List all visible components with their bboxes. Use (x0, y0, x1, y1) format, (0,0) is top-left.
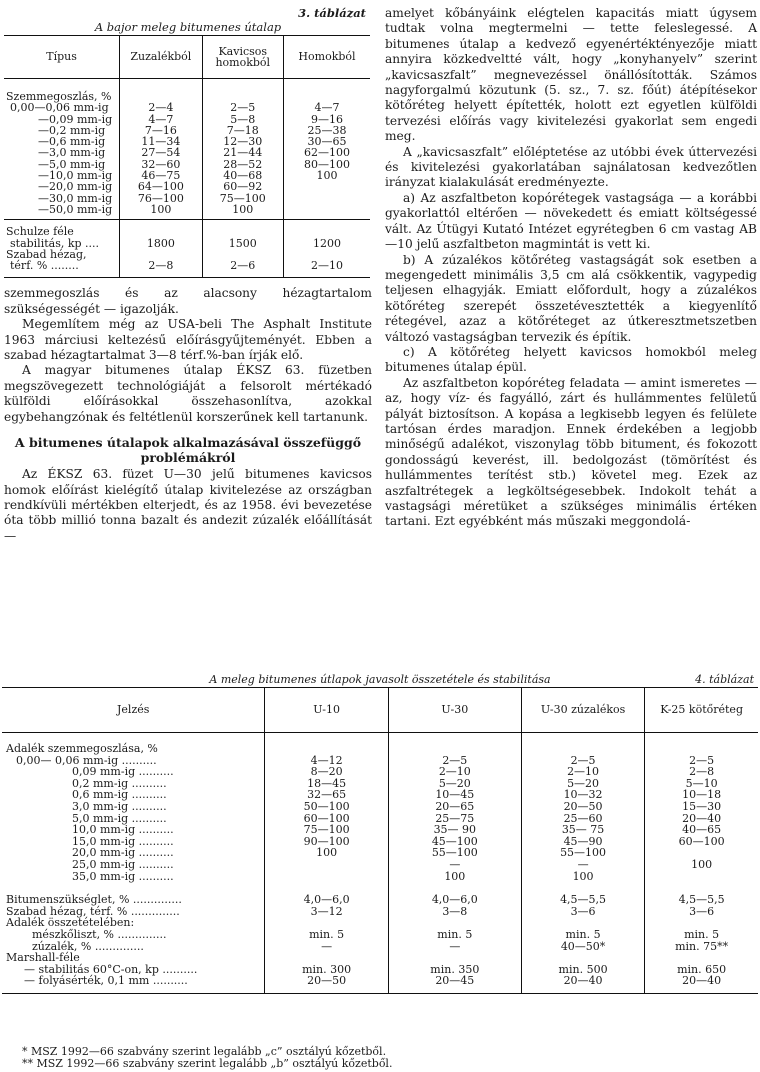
table-cell: min. 5 (265, 929, 388, 941)
table-cell: 5—20 (521, 778, 644, 790)
table-cell: — folyásérték, 0,1 mm .......... (24, 974, 188, 988)
table-cell: 15,0 mm-ig .......... (72, 834, 174, 848)
table-cell: 2—4 (120, 102, 202, 113)
table4-header: U-30 zúzalékos (521, 688, 644, 733)
table-cell: 28—52 (202, 159, 283, 170)
table-cell: 20—45 (388, 975, 521, 993)
table-cell (265, 859, 388, 871)
table3 (4, 35, 370, 278)
right-paragraph-5: c) A kötőréteg helyett kavicsos homokból meleg bitumenes útalap épül. (385, 344, 757, 375)
table-cell: 60—100 (645, 836, 758, 848)
table-cell: 1800 (120, 238, 202, 249)
table-cell: 20—50 (521, 801, 644, 813)
table-cell: 100 (265, 847, 388, 859)
table-cell: 21—44 (202, 147, 283, 158)
table-cell: 100 (120, 204, 202, 220)
table-cell: —5,0 mm-ig (38, 157, 106, 171)
table-cell: 0,09 mm-ig .......... (72, 765, 174, 779)
table4-header: U-30 (388, 688, 521, 733)
table4-title: A meleg bitumenes útlapok javasolt összetétele és stabilitása (209, 673, 551, 686)
table-cell: min. 650 (645, 964, 758, 976)
table-cell: 0,6 mm-ig .......... (72, 788, 167, 802)
table-cell: 100 (388, 871, 521, 883)
left-paragraph-1: szemmegoszlás és az alacsony hézagtartalom szükségességét — igazolják. (4, 286, 372, 316)
table3-header: Kavicsos homokból (202, 36, 283, 79)
table-row (4, 220, 370, 238)
table-cell: 5—10 (645, 778, 758, 790)
table3-title: A bajor meleg bitumenes útalap (94, 20, 282, 34)
table-cell (645, 733, 758, 755)
left-paragraph-2: Megemlítem még az USA-beli The Asphalt Institute 1963 márciusi keltezésű előírásgyűjteményét. Ebben a szabad hézagtartalmat 3—8 térf.%-ban írják elő. (4, 317, 372, 363)
table-cell (283, 79, 370, 103)
table-cell: 40—50* (521, 941, 644, 953)
table-cell: 35— 75 (521, 824, 644, 836)
table4-header: Jelzés (2, 688, 265, 733)
table-cell: 25,0 mm-ig .......... (72, 857, 174, 871)
table4-header: U-10 (265, 688, 388, 733)
left-column (4, 6, 372, 544)
table-cell: 60—100 (265, 813, 388, 825)
table3-label: 3. táblázat (298, 6, 366, 20)
table-cell: 2—6 (202, 260, 283, 278)
table-cell: — (265, 941, 388, 953)
table-cell: térf. % ........ (10, 259, 79, 273)
table3-header: Zuzalékból (120, 36, 202, 79)
right-column (385, 6, 757, 530)
table-row (4, 181, 370, 192)
table-cell: 40—68 (202, 170, 283, 181)
table-cell: 20—40 (645, 813, 758, 825)
table-cell: —50,0 mm-ig (38, 202, 113, 216)
table-cell (202, 220, 283, 238)
table-cell: 4,0—6,0 (388, 894, 521, 906)
table4-label: 4. táblázat (695, 673, 754, 686)
section-heading: A bitumenes útalapok alkalmazásával összefüggő problémákról (14, 435, 362, 466)
table-cell: 10—32 (521, 789, 644, 801)
table-cell: 3—12 (265, 906, 388, 918)
table-cell (388, 733, 521, 755)
table-cell: Adalék szemmegoszlása, % (6, 742, 158, 755)
table-cell: 100 (202, 204, 283, 220)
table-row (2, 859, 758, 871)
table4 (2, 687, 758, 994)
table-cell: 0,2 mm-ig .......... (72, 776, 167, 790)
table-cell: 3,0 mm-ig .......... (72, 799, 167, 813)
table-cell: 25—60 (521, 813, 644, 825)
table-cell (283, 220, 370, 238)
table-cell: 45—100 (388, 836, 521, 848)
table-cell: 2—5 (521, 755, 644, 767)
table-cell: 35— 90 (388, 824, 521, 836)
table-cell (265, 871, 388, 883)
table-cell: min. 350 (388, 964, 521, 976)
table-cell: Adalék összetételében: (6, 916, 135, 930)
table-row (4, 260, 370, 278)
footnotes (22, 1046, 392, 1070)
table-cell (645, 952, 758, 964)
table-cell: —3,0 mm-ig (38, 146, 106, 160)
table-cell: 35,0 mm-ig .......... (72, 869, 174, 883)
table-cell: 10—45 (388, 789, 521, 801)
table-cell: — (521, 859, 644, 871)
table-cell: 55—100 (521, 847, 644, 859)
table-cell: 60—92 (202, 181, 283, 192)
table-cell: 7—16 (120, 125, 202, 136)
left-paragraph-3: A magyar bitumenes útalap ÉKSZ 63. füzetben megszövegezett technológiáját a felsorolt mértékadó külföldi előírásokkal összehasonlítva, azokkal egybehangzónak és feltétlenül korszerűnek kell tartanunk. (4, 363, 372, 424)
table-cell: 100 (521, 871, 644, 883)
table-cell: 46—75 (120, 170, 202, 181)
table-cell: 3—6 (521, 906, 644, 918)
table-cell (645, 871, 758, 883)
table-row (4, 79, 370, 103)
table-cell: 75—100 (202, 193, 283, 204)
table-cell: — (388, 941, 521, 953)
table-cell: —0,09 mm-ig (38, 112, 113, 126)
table-cell: 0,00—0,06 mm-ig (10, 101, 109, 115)
table-cell (521, 733, 644, 755)
table-cell: —0,2 mm-ig (38, 123, 106, 137)
table-cell: 4—12 (265, 755, 388, 767)
table-cell: 1200 (283, 238, 370, 249)
table-row (4, 102, 370, 113)
table-cell: 100 (283, 170, 370, 181)
table-cell (202, 79, 283, 103)
table-cell (120, 79, 202, 103)
table-cell: Szabad hézag, térf. % .............. (6, 904, 180, 918)
table-cell: —30,0 mm-ig (38, 191, 113, 205)
table-row (2, 824, 758, 836)
table-cell: 10,0 mm-ig .......... (72, 823, 174, 837)
table-row (2, 894, 758, 906)
table-cell: — stabilitás 60°C-on, kp .......... (24, 962, 198, 976)
table-row (2, 929, 758, 941)
table-cell: 11—34 (120, 136, 202, 147)
table-cell: 2—5 (645, 755, 758, 767)
table-cell: min. 75** (645, 941, 758, 953)
table-cell: 2—8 (645, 766, 758, 778)
table-cell: 55—100 (388, 847, 521, 859)
table-row (2, 871, 758, 883)
table-cell: 76—100 (120, 193, 202, 204)
table-cell: 5—8 (202, 114, 283, 125)
table-cell: 25—75 (388, 813, 521, 825)
table-cell: 20,0 mm-ig .......... (72, 846, 174, 860)
table-cell: 5,0 mm-ig .......... (72, 811, 167, 825)
table-row (2, 975, 758, 993)
table-cell: 20—50 (265, 975, 388, 993)
table-cell: 2—5 (202, 102, 283, 113)
table3-header: Típus (4, 36, 120, 79)
table-cell (521, 952, 644, 964)
table-cell (283, 204, 370, 220)
right-paragraph-1: amelyet kőbányáink elégtelen kapacitás miatt úgysem tudtak volna megtermelni — tette feleslegessé. A bitumenes útalap a kedvező egyenértéktényezője miatt annyira közkedveltté vált, hogy „konyhanyelv” szerint „kavicsaszfalt” megnevezéssel önállósították. Számos nagyforgalmú közutunk (5. sz., 7. sz. főút) átépítésekor kötőréteg helyett építették, holott ezt egyetlen külföldi tervezési előírás vagy kivitelezési gyakorlat sem engedi meg. (385, 6, 757, 144)
table-cell (283, 193, 370, 204)
table-cell: 32—65 (265, 789, 388, 801)
table-cell: —0,6 mm-ig (38, 135, 106, 149)
table-row (2, 952, 758, 964)
table-cell (120, 220, 202, 238)
right-paragraph-3: a) Az aszfaltbeton kopórétegek vastagsága — a korábbi gyakorlattól eltérően — növekedett és emiatt költségessé vált. Az Útügyi Kutató Intézet egyrétegben 6 cm vastag AB—10 jelű aszfaltbeton magmintát is vett ki. (385, 190, 757, 252)
table-cell: 32—60 (120, 159, 202, 170)
right-paragraph-6: Az aszfaltbeton kopóréteg feladata — amint ismeretes — az, hogy víz- és fagyálló, zárt és hullámmentes felületű pályát biztosítson. A kopása a legkisebb legyen és felülete tartósan érdes maradjon. Ennek érdekében a legjobb minőségű adalékot, viszonylag több bitument, és fokozott gondosságú keverést, ill. bedolgozást (tömörítést és hullámmentes terítést stb.) követel meg. Ezek az aszfaltrétegek a legköltségesebbek. Indokolt tehát a vastagsági méretüket a szükséges minimális értéken tartani. Ezt egyébként más műszaki meggondolá- (385, 375, 757, 529)
table-cell: 30—65 (283, 136, 370, 147)
table-cell: min. 5 (388, 929, 521, 941)
table-cell: 64—100 (120, 181, 202, 192)
table-cell: 2—10 (283, 260, 370, 278)
table-cell: 40—65 (645, 824, 758, 836)
table-cell: stabilitás, kp .... (10, 236, 100, 250)
table-cell: 7—18 (202, 125, 283, 136)
table-cell: 27—54 (120, 147, 202, 158)
table-cell: 100 (645, 859, 758, 871)
table-cell: 50—100 (265, 801, 388, 813)
footnote-1: * MSZ 1992—66 szabvány szerint legalább „c” osztályú kőzetből. (22, 1045, 387, 1058)
table3-header: Homokból (283, 36, 370, 79)
table-cell: —20,0 mm-ig (38, 180, 113, 194)
left-paragraph-4: Az ÉKSZ 63. füzet U—30 jelű bitumenes kavicsos homok előírást kielégítő útalap kivitelezése az országban rendkívüli mértékben elterjedt, és az 1958. évi bevezetése óta több millió tonna bazalt és andezit zúzalék előállítását — (4, 467, 372, 543)
right-paragraph-2: A „kavicsaszfalt” előléptetése az utóbbi évek úttervezési és kivitelezési gyakorlatában sajnálatosan kedvezőtlen irányzat kialakulását eredményezte. (385, 144, 757, 190)
table-cell: 2—10 (388, 766, 521, 778)
table-cell: 4—7 (120, 114, 202, 125)
table-cell: 90—100 (265, 836, 388, 848)
table-cell: 4—7 (283, 102, 370, 113)
table-cell: 0,00— 0,06 mm-ig .......... (16, 753, 157, 767)
footnote-2: ** MSZ 1992—66 szabvány szerint legalább „b” osztályú kőzetből. (22, 1057, 393, 1070)
table-cell: zúzalék, % .............. (32, 939, 144, 953)
table-cell: 4,0—6,0 (265, 894, 388, 906)
table-cell: Bitumenszükséglet, % .............. (6, 893, 182, 907)
table-cell (283, 181, 370, 192)
table-cell: 2—8 (120, 260, 202, 278)
table-cell: min. 5 (521, 929, 644, 941)
table-cell: 8—20 (265, 766, 388, 778)
table-row (4, 204, 370, 220)
table-cell: Szabad hézag, (6, 247, 87, 261)
table-cell: 20—65 (388, 801, 521, 813)
table-cell: 15—30 (645, 801, 758, 813)
table-cell: Marshall-féle (6, 951, 80, 965)
table-cell (265, 733, 388, 755)
table-cell: 18—45 (265, 778, 388, 790)
table-cell: 4,5—5,5 (521, 894, 644, 906)
table-row (2, 733, 758, 755)
table-cell: — (388, 859, 521, 871)
table-cell: 1500 (202, 238, 283, 249)
table-cell: —10,0 mm-ig (38, 169, 113, 183)
table-cell: 3—6 (645, 906, 758, 918)
table-row (2, 801, 758, 813)
table-cell: 45—90 (521, 836, 644, 848)
table-row (2, 941, 758, 953)
table-cell: min. 5 (645, 929, 758, 941)
table4-header: K-25 kötőréteg (645, 688, 758, 733)
table-cell: 80—100 (283, 159, 370, 170)
table-cell: 25—38 (283, 125, 370, 136)
table-cell: min. 500 (521, 964, 644, 976)
table-cell (265, 952, 388, 964)
table-cell: 4,5—5,5 (645, 894, 758, 906)
right-paragraph-4: b) A zúzalékos kötőréteg vastagságát sok esetben a megengedett minimális 3,5 cm alá csökkentik, vagypedig teljesen elhagyják. Emiatt előfordult, hogy a zúzalékos kötőréteg szerepét összetévesztették a kiegyenlítő rétegével, azaz a kötőréteget az útkeresztmetszetben változó vastagságban tervezik és építik. (385, 252, 757, 344)
table-cell: 9—16 (283, 114, 370, 125)
table-cell: 10—18 (645, 789, 758, 801)
table-cell: 2—10 (521, 766, 644, 778)
table-cell: 2—5 (388, 755, 521, 767)
table-cell: Szemmegoszlás, % (6, 90, 112, 103)
table-cell: Schulze féle (4, 220, 120, 238)
table-cell: 3—8 (388, 906, 521, 918)
table-cell: 20—40 (521, 975, 644, 993)
table-cell: 12—30 (202, 136, 283, 147)
table-cell (388, 952, 521, 964)
table-cell: 5—20 (388, 778, 521, 790)
table4-block (0, 671, 760, 994)
table-cell: 75—100 (265, 824, 388, 836)
table-cell: 20—40 (645, 975, 758, 993)
table-cell: mészkőliszt, % .............. (32, 927, 167, 941)
table-cell: 62—100 (283, 147, 370, 158)
table-cell: min. 300 (265, 964, 388, 976)
